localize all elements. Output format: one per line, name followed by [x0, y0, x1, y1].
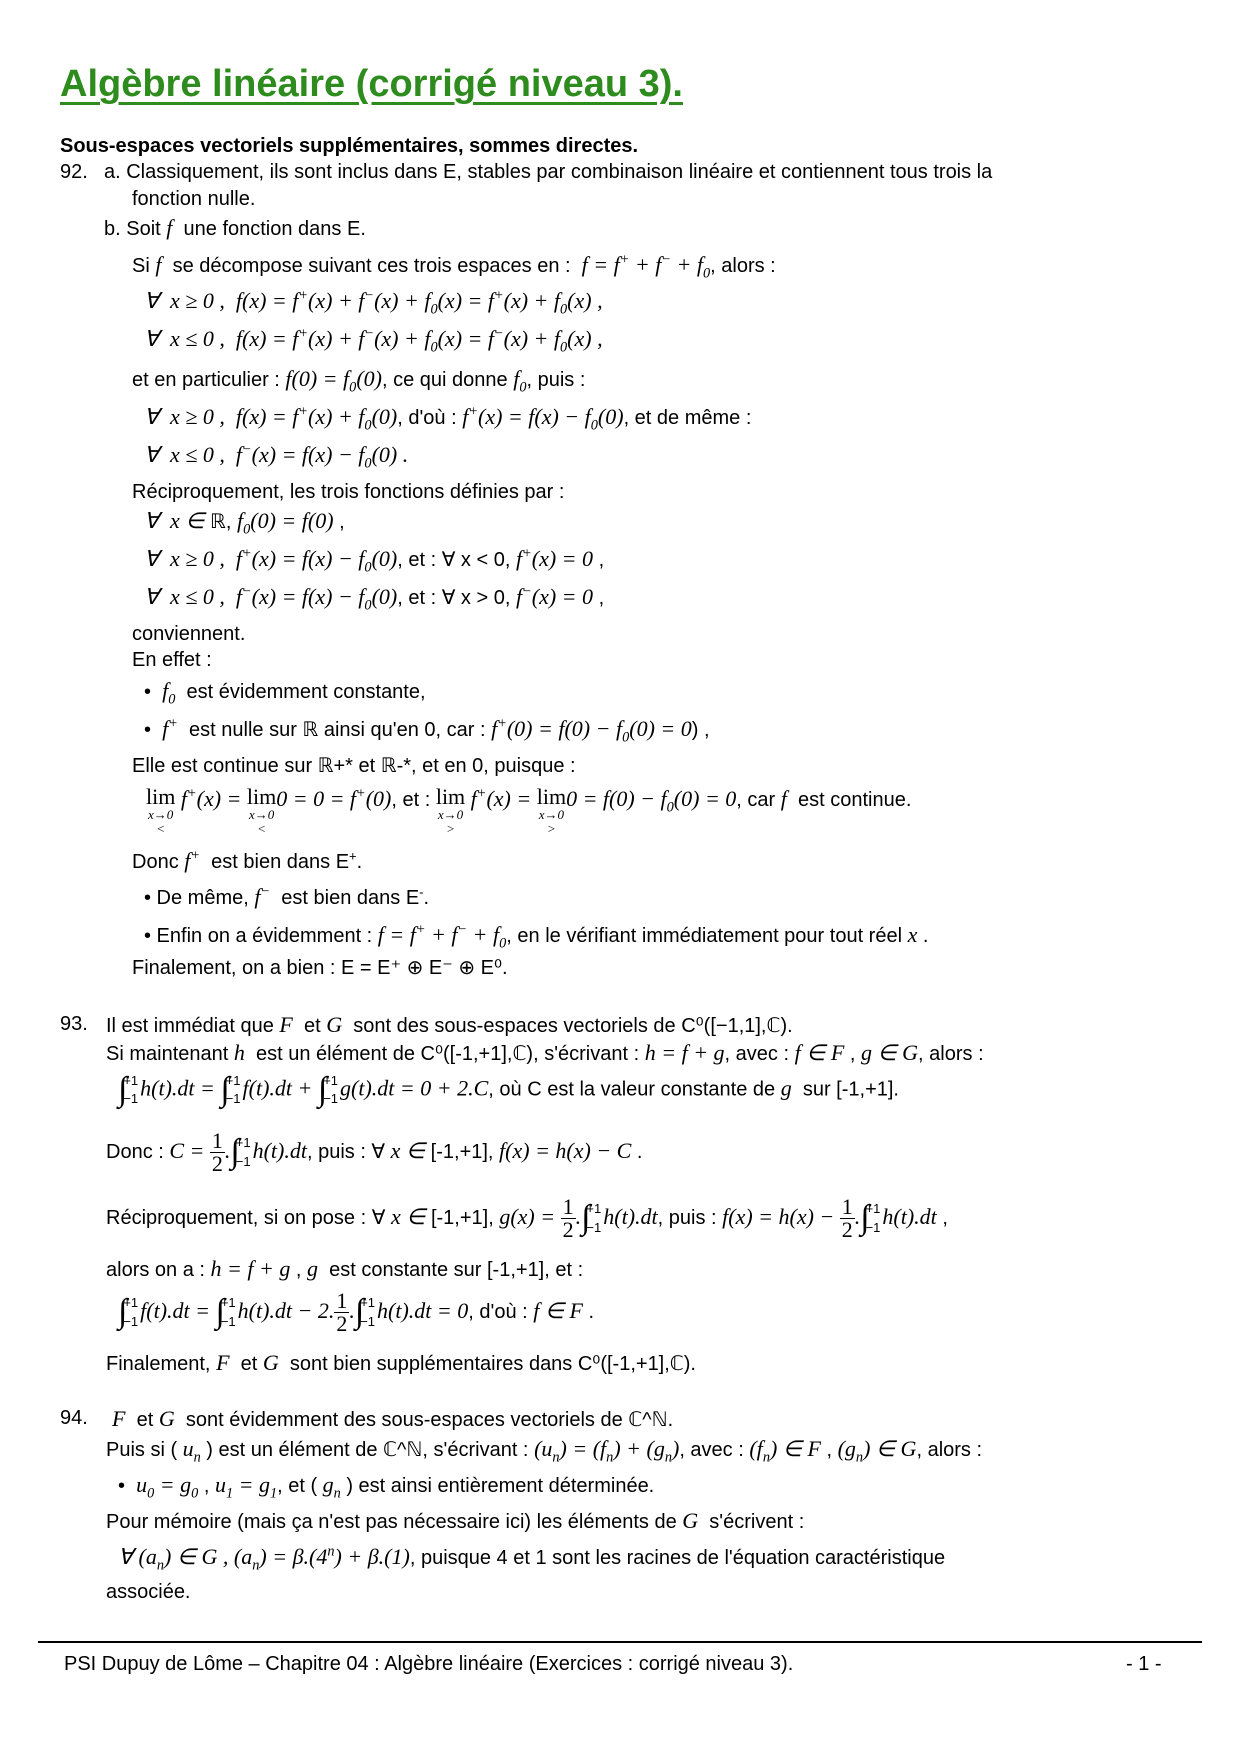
- ex92-si-line: Si f se décompose suivant ces trois espaces en : $f = f^+ + f^- + f_0$, alors :: [132, 251, 776, 282]
- ex93-line1: Il est immédiat que F et G sont des sous-espaces vectoriels de C⁰([−1,1],ℂ).: [106, 1012, 793, 1037]
- footer-divider: [38, 1641, 1202, 1643]
- ex93-line2: Si maintenant h est un élément de C⁰([-1,+1],ℂ), s'écrivant : h = f + g, avec : f ∈ F , g ∈ G, alors :: [106, 1040, 984, 1065]
- exercise-93-number: 93.: [60, 1013, 88, 1035]
- section-heading: Sous-espaces vectoriels supplémentaires, sommes directes.: [60, 135, 639, 157]
- ex92-fminus-def: ∀ x ≤ 0 , $f^-(x) = f(x) - f_0(0)$ .: [144, 441, 409, 472]
- ex92-a-line2: fonction nulle.: [132, 188, 256, 210]
- ex92-continue-line: Elle est continue sur ℝ+* et ℝ-*, et en 0, puisque :: [132, 755, 576, 777]
- ex92-donc: Donc f+ est bien dans E+.: [132, 847, 363, 873]
- ex93-alors: alors on a : h = f + g , g est constante sur [-1,+1], et :: [106, 1256, 584, 1281]
- ex93-integral-f: ∫ +1 −1 f(t).dt = ∫ +1 −1 h(t).dt − 2. $\frac{1}{2}$ .∫ +1 −1 h(t).dt = 0, d'où : f ∈ F .: [118, 1288, 595, 1336]
- ex92-bullet2: • f+ est nulle sur ℝ ainsi qu'en 0, car : $f^+(0) = f(0) - f_0(0) = 0$) ,: [144, 715, 710, 746]
- ex92-limits: lim x→0 < f+(x) = lim x→0 < 0 = 0 = f+(0), et : lim x→0 > f+(x) = lim x→0 > $0 = f(0) - f_0(0) = 0$, car f est continue.: [146, 784, 912, 837]
- ex93-donc: Donc : C = $\frac{1}{2}$ .∫ +1 −1 h(t).dt, puis : ∀ x ∈ [-1,+1], f(x) = h(x) − C .: [106, 1128, 643, 1176]
- ex94-line3: • $u_0 = g_0$ , $u_1 = g_1$, et ( $g_n$ ) est ainsi entièrement déterminée.: [118, 1472, 655, 1502]
- ex92-recip-f0: ∀ x ∈ ℝ, $f_0(0) = f(0)$ ,: [144, 508, 345, 538]
- ex93-integral-eq: ∫ +1 −1 h(t).dt = ∫ +1 −1 f(t).dt + ∫ +1 −1 g(t).dt = 0 + 2.C, où C est la valeur constante de g sur [-1,+1].: [118, 1071, 899, 1108]
- ex92-particulier: et en particulier : $f(0) = f_0(0)$, ce qui donne $f_0$, puis :: [132, 366, 586, 396]
- ex93-finalement: Finalement, F et G sont bien supplémentaires dans C⁰([-1,+1],ℂ).: [106, 1350, 696, 1375]
- ex92-enfin: • Enfin on a évidemment : $f = f^+ + f^- + f_0$, en le vérifiant immédiatement pour tout réel x .: [144, 921, 929, 952]
- ex92-eq-xle0: ∀ x ≤ 0 , $f(x) = f^+(x) + f^-(x) + f_0(x) = f^-(x) + f_0(x)$ ,: [144, 325, 603, 356]
- ex92-a-line1: a. Classiquement, ils sont inclus dans E, stables par combinaison linéaire et contiennent tous trois la: [104, 161, 993, 183]
- footer-text: PSI Dupuy de Lôme – Chapitre 04 : Algèbre linéaire (Exercices : corrigé niveau 3).: [64, 1653, 794, 1675]
- ex92-en-effet: En effet :: [132, 649, 212, 671]
- ex92-b-line: b. Soit f une fonction dans E.: [104, 215, 366, 240]
- ex92-recip-fplus: ∀ x ≥ 0 , $f^+(x) = f(x) - f_0(0)$, et : ∀ x < 0, f+(x) = 0 ,: [144, 545, 605, 576]
- page-title: Algèbre linéaire (corrigé niveau 3).: [60, 63, 683, 105]
- ex92-fplus-def: ∀ x ≥ 0 , $f(x) = f^+(x) + f_0(0)$, d'où : $f^+(x) = f(x) - f_0(0)$, et de même :: [144, 403, 752, 434]
- ex94-memo: Pour mémoire (mais ça n'est pas nécessaire ici) les éléments de G s'écrivent :: [106, 1508, 805, 1533]
- ex92-recip-fminus: ∀ x ≤ 0 , $f^-(x) = f(x) - f_0(0)$, et : ∀ x > 0, f−(x) = 0 ,: [144, 583, 605, 614]
- ex94-line1: F et G sont évidemment des sous-espaces vectoriels de ℂ^ℕ.: [112, 1406, 674, 1431]
- ex94-formula: ∀ $(a_n)$ ∈ G , $(a_n) = \beta.(4^n) + \beta.(1)$, puisque 4 et 1 sont les racines de l'équation caractéristique: [118, 1543, 946, 1574]
- exercise-94-number: 94.: [60, 1407, 88, 1429]
- ex94-associee: associée.: [106, 1581, 191, 1603]
- ex92-reciproquement: Réciproquement, les trois fonctions définies par :: [132, 481, 565, 503]
- ex94-line2: Puis si ( $u_n$ ) est un élément de ℂ^ℕ, s'écrivant : $(u_n) = (f_n) + (g_n)$, avec : $(f_n)$ ∈ F , $(g_n)$ ∈ G, alors :: [106, 1436, 983, 1466]
- ex92-finalement: Finalement, on a bien : E = E⁺ ⊕ E⁻ ⊕ E⁰.: [132, 957, 508, 979]
- ex92-bullet1: • $f_0$ est évidemment constante,: [144, 678, 426, 708]
- exercise-92-number: 92.: [60, 161, 88, 183]
- page-number: - 1 -: [1126, 1653, 1162, 1675]
- ex92-eq-xge0: ∀ x ≥ 0 , $f(x) = f^+(x) + f^-(x) + f_0(x) = f^+(x) + f_0(x)$ ,: [144, 287, 603, 318]
- ex92-conviennent: conviennent.: [132, 623, 246, 645]
- ex93-recip: Réciproquement, si on pose : ∀ x ∈ [-1,+1], g(x) = $\frac{1}{2}$ .∫ +1 −1 h(t).dt, puis : f(x) = h(x) − $\frac{1}{2}$ .∫ +1 −1 h(t).dt ,: [106, 1194, 948, 1242]
- ex92-de-meme: • De même, f− est bien dans E-.: [144, 883, 430, 909]
